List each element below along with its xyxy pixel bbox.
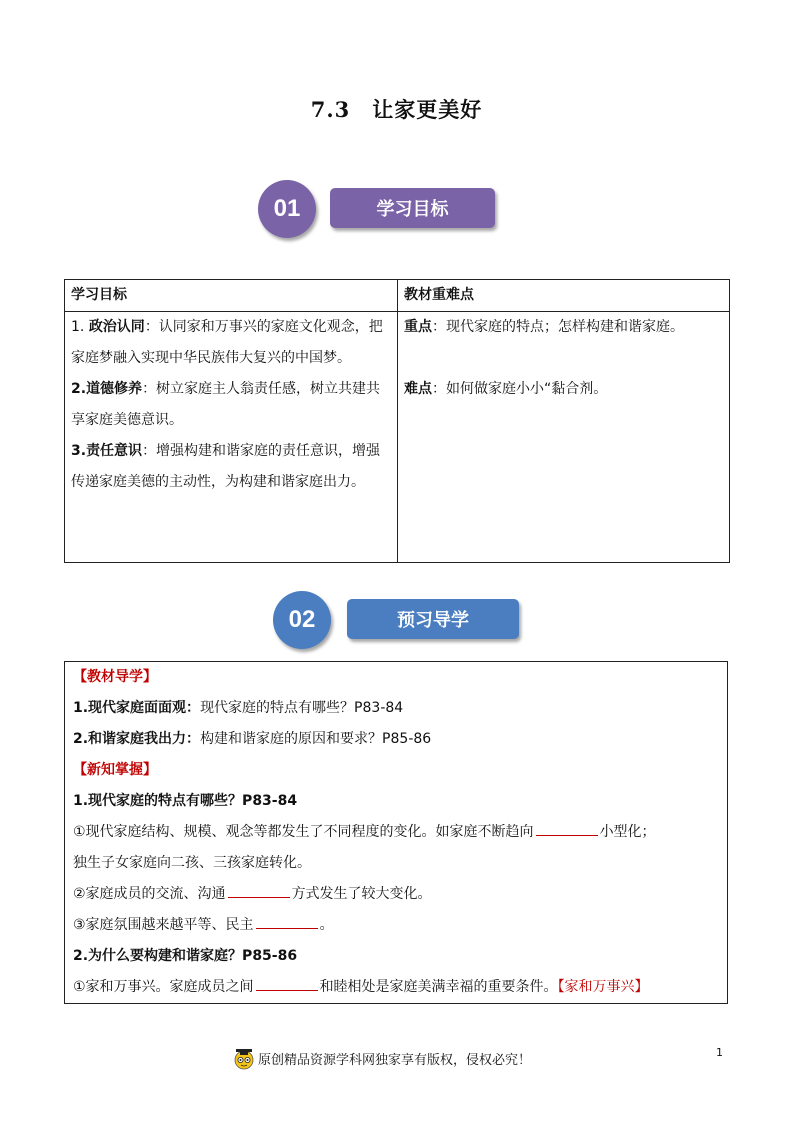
section-title-banner: 预习导学 bbox=[347, 599, 519, 639]
section-header-goals bbox=[258, 180, 498, 250]
table-header-goals: 学习目标 bbox=[65, 280, 398, 312]
section-header-preview bbox=[273, 591, 523, 661]
section-number-badge: 02 bbox=[273, 591, 331, 649]
guide-question: 2.和谐家庭我出力：构建和谐家庭的原因和要求？P85-86 bbox=[73, 731, 432, 747]
title-number: 7.3 bbox=[310, 97, 351, 122]
key-point: 重点：现代家庭的特点；怎样构建和谐家庭。 bbox=[404, 319, 684, 335]
table-header-key-points: 教材重难点 bbox=[398, 280, 730, 312]
section-number-badge: 01 bbox=[258, 180, 316, 238]
footer bbox=[232, 1046, 531, 1070]
tag-new-knowledge: 【新知掌握】 bbox=[73, 762, 157, 778]
goals-table bbox=[64, 279, 730, 563]
mascot-icon bbox=[232, 1046, 256, 1070]
goal-item: 3.责任意识：增强构建和谐家庭的责任意识，增强传递家庭美德的主动性，为构建和谐家庭出力。 bbox=[71, 443, 381, 490]
fill-blank[interactable] bbox=[256, 914, 318, 929]
knowledge-heading: 1.现代家庭的特点有哪些？P83-84 bbox=[73, 793, 298, 809]
knowledge-line: ②家庭成员的交流、沟通 方式发生了较大变化。 bbox=[73, 879, 727, 910]
goal-item: 2.道德修养：树立家庭主人翁责任感，树立共建共享家庭美德意识。 bbox=[71, 381, 381, 428]
knowledge-line: ①家和万事兴。家庭成员之间 和睦相处是家庭美满幸福的重要条件。【家和万事兴】 bbox=[73, 972, 727, 1003]
page-title bbox=[0, 94, 793, 124]
knowledge-line: ③家庭氛围越来越平等、民主 。 bbox=[73, 910, 727, 941]
tag-textbook-guide: 【教材导学】 bbox=[73, 669, 157, 685]
section-title-banner: 学习目标 bbox=[330, 188, 495, 228]
fill-blank[interactable] bbox=[256, 976, 318, 991]
goal-item: 1. 政治认同：认同家和万事兴的家庭文化观念，把家庭梦融入实现中华民族伟大复兴的中国梦。 bbox=[71, 319, 383, 366]
knowledge-heading: 2.为什么要构建和谐家庭？P85-86 bbox=[73, 948, 298, 964]
knowledge-line: ①现代家庭结构、规模、观念等都发生了不同程度的变化。如家庭不断趋向 小型化； bbox=[73, 817, 727, 848]
copyright-text: 原创精品资源学科网独家享有版权，侵权必究！ bbox=[258, 1052, 532, 1068]
key-points-cell bbox=[398, 312, 730, 563]
difficult-point: 难点：如何做家庭小小“黏合剂。 bbox=[404, 381, 608, 397]
preview-guide-box bbox=[64, 661, 728, 1004]
guide-question: 1.现代家庭面面观：现代家庭的特点有哪些？P83-84 bbox=[73, 700, 404, 716]
fill-blank[interactable] bbox=[536, 821, 598, 836]
knowledge-line: 独生子女家庭向二孩、三孩家庭转化。 bbox=[73, 855, 311, 871]
goals-cell bbox=[65, 312, 398, 563]
title-text: 让家更美好 bbox=[372, 97, 483, 122]
page-number: 1 bbox=[716, 1046, 723, 1059]
fill-blank[interactable] bbox=[228, 883, 290, 898]
